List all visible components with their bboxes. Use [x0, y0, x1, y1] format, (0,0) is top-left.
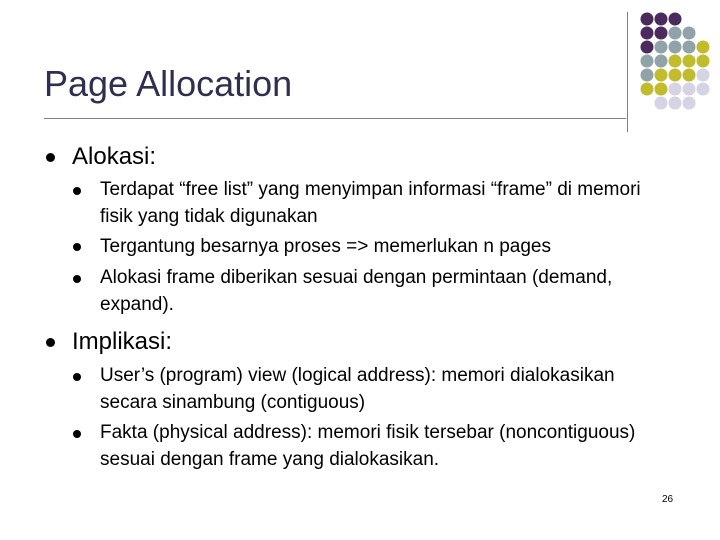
sub-bullet-dot: [73, 275, 81, 283]
dot: [655, 13, 668, 26]
decorative-dot-grid: [639, 10, 719, 120]
dot: [683, 55, 696, 68]
section-heading-alokasi: Alokasi:: [72, 143, 157, 170]
dot: [669, 27, 682, 40]
list-item: Terdapat “free list” yang menyimpan informasi “frame” di memori fisik yang tidak digunakan: [100, 179, 641, 227]
dot: [641, 83, 654, 96]
dot: [669, 69, 682, 82]
dot: [683, 41, 696, 54]
dot: [641, 55, 654, 68]
bullet-dot: [46, 338, 55, 347]
dot: [655, 27, 668, 40]
dot: [669, 55, 682, 68]
sub-bullet-dot: [73, 243, 81, 251]
dot: [697, 41, 710, 54]
dot: [697, 83, 710, 96]
vertical-divider: [627, 12, 628, 132]
dot: [641, 13, 654, 26]
list-item: Fakta (physical address): memori fisik tersebar (noncontiguous) sesuai dengan frame yang dialokasikan.: [100, 422, 636, 470]
dot: [641, 27, 654, 40]
dot: [655, 41, 668, 54]
section-heading-implikasi: Implikasi:: [72, 328, 173, 355]
dot: [683, 69, 696, 82]
dot: [697, 69, 710, 82]
dot: [655, 69, 668, 82]
page-number: 26: [662, 494, 674, 505]
list-item: Alokasi frame diberikan sesuai dengan permintaan (demand, expand).: [100, 267, 613, 315]
dot: [655, 97, 668, 110]
dot: [641, 69, 654, 82]
dot: [683, 27, 696, 40]
dot: [697, 55, 710, 68]
sub-bullet-dot: [73, 373, 81, 381]
dot: [655, 83, 668, 96]
slide-title: Page Allocation: [44, 63, 293, 104]
dot: [655, 55, 668, 68]
list-item: Tergantung besarnya proses => memerlukan n pages: [100, 236, 551, 257]
dot: [669, 83, 682, 96]
title-divider: [44, 118, 626, 119]
dot: [669, 97, 682, 110]
dot: [641, 41, 654, 54]
dot: [669, 41, 682, 54]
list-item: User’s (program) view (logical address): memori dialokasikan secara sinambung (contiguous): [100, 365, 615, 413]
bullet-dot: [46, 153, 55, 162]
dot: [683, 97, 696, 110]
sub-bullet-dot: [73, 430, 81, 438]
dot: [669, 13, 682, 26]
sub-bullet-dot: [73, 187, 81, 195]
dot: [683, 83, 696, 96]
